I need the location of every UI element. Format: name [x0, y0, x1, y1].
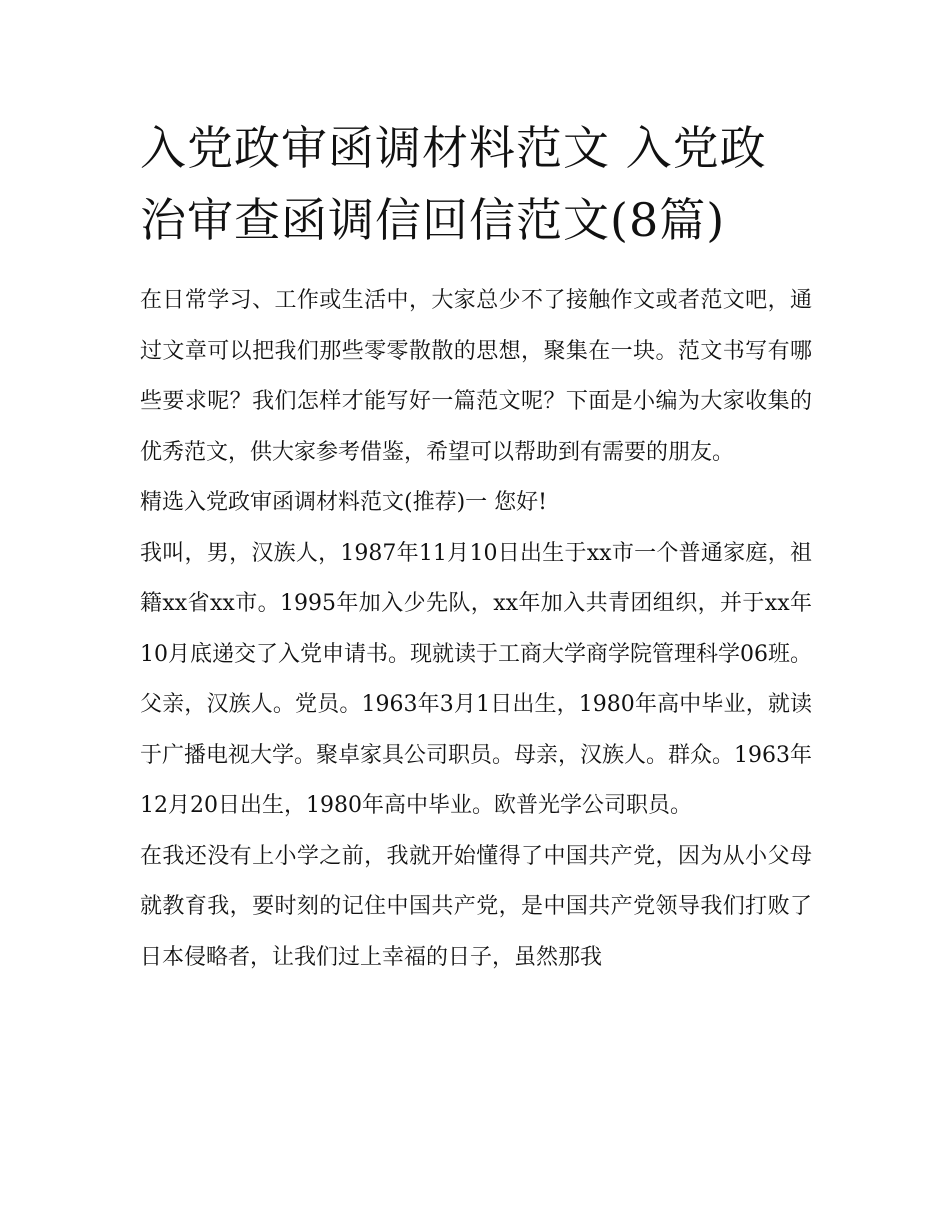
document-body — [140, 112, 812, 983]
section-heading-paragraph: 精选入党政审函调材料范文(推荐)一 您好! — [140, 490, 548, 515]
document-title: 入党政审函调材料范文 入党政治审查函调信回信范文(8篇) — [140, 121, 767, 247]
intro-paragraph: 在日常学习、工作或生活中，大家总少不了接触作文或者范文吧，通过文章可以把我们那些零零散散的思想，聚集在一块。范文书写有哪些要求呢？我们怎样才能写好一篇范文呢？下面是小编为大家收集的优秀范文，供大家参考借鉴，希望可以帮助到有需要的朋友。 — [140, 288, 812, 465]
background-paragraph: 在我还没有上小学之前，我就开始懂得了中国共产党，因为从小父母就教育我，要时刻的记住中国共产党，是中国共产党领导我们打败了日本侵略者，让我们过上幸福的日子，虽然那我 — [140, 843, 812, 970]
self-introduction-paragraph: 我叫，男，汉族人，1987年11月10日出生于xx市一个普通家庭，祖籍xx省xx市。1995年加入少先队，xx年加入共青团组织，并于xx年10月底递交了入党申请书。现就读于工商大学商学院管理科学06班。父亲，汉族人。党员。1963年3月1日出生，1980年高中毕业，就读于广播电视大学。聚卓家具公司职员。母亲，汉族人。群众。1963年12月20日出生，1980年高中毕业。欧普光学公司职员。 — [140, 540, 812, 818]
